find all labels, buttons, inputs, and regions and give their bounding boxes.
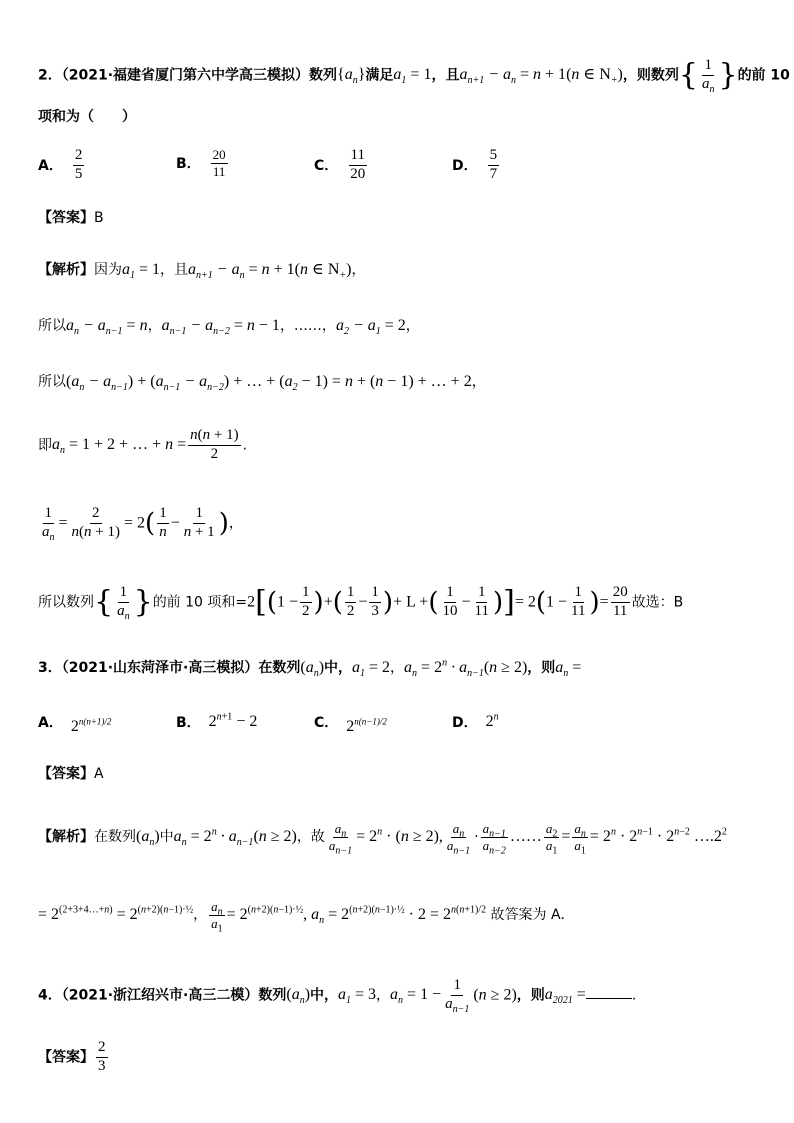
q3-number: 3．	[38, 660, 62, 676]
q4-source: （2021·浙江绍兴市·高三二模）	[61, 987, 259, 1004]
formula: $a_{2021}$ =	[544, 986, 586, 1007]
q3-answer: 【答案】A	[38, 766, 104, 782]
fraction: $\frac{a_n}{a_{n-1}}$	[328, 821, 353, 857]
fraction: $\frac{1}{a_n}$	[42, 505, 55, 543]
formula: $(a_n - a_{n-1}) + (a_{n-1} - a_{n-2})$ + … + $(a_2 - 1) = n + (n - 1)$ + … + 2	[66, 373, 472, 394]
q4-number: 4．	[38, 987, 62, 1004]
q2-option-a: A． $\frac{2}{5}$	[38, 147, 83, 182]
formula: $a_n = 1$ −	[390, 986, 442, 1007]
q3-source: （2021·山东菏泽市·高三模拟）	[61, 660, 259, 676]
formula: $a_{n-1} - a_{n-2} = n - 1$	[161, 317, 280, 338]
q3-option-a: A． $2^{n(n+1)/2}$	[38, 715, 112, 735]
q2-solution-line3: 所以$(a_n - a_{n-1}) + (a_{n-1} - a_{n-2})$ + … + $(a_2 - 1) = n + (n - 1)$ + … + 2，	[38, 373, 486, 394]
q3-option-b: B． $2^{n+1} - 2$	[176, 711, 258, 731]
fraction: $\frac{1}{n + 1}$	[183, 505, 215, 540]
q2-source: （2021·福建省厦门第六中学高三模拟）	[61, 67, 310, 84]
fraction: $\frac{1}{2}$	[346, 584, 355, 619]
formula: $a_n = 1 + 2$ + … + n =	[52, 436, 187, 457]
fraction: $\frac{1}{2}$	[302, 584, 310, 619]
q2-option-c: C． $\frac{11}{20}$	[314, 147, 366, 182]
fraction: $\frac{n(n + 1)}{2}$	[190, 427, 239, 462]
fraction: $\frac{5}{7}$	[489, 147, 498, 182]
formula: $a_n - a_{n-1} = n$	[66, 317, 148, 338]
formula: $a_n = 2^n \cdot a_{n-1}(n \ge 2)$	[173, 826, 297, 849]
fraction: $\frac{a_n}{a_{n-1}}$	[446, 821, 471, 857]
formula: (n ≥ 2)	[473, 986, 517, 1004]
fraction: $\frac{a_n}{a_1}$	[574, 821, 586, 857]
formula: $a_1 = 2$	[352, 659, 391, 680]
q2-solution-line2: 所以$a_n - a_{n-1} = n$，$a_{n-1} - a_{n-2} = n - 1$，……，$a_2 - a_1 = 2$，	[38, 317, 420, 338]
formula: $a_{n+1} - a_n = n + 1(n$ ∈ $N_+$)	[188, 261, 352, 282]
fraction: $\frac{11}{20}$	[350, 147, 366, 182]
q2-option-b: B． $\frac{20}{11}$	[176, 147, 226, 179]
fraction: $\frac{20}{11}$	[212, 147, 226, 179]
formula: $a_n = 2^n \cdot a_{n-1}(n \ge 2)$	[404, 657, 528, 680]
formula: $a_n$ =	[555, 659, 582, 680]
q2-stem-line2: 项和为（ ）	[38, 109, 136, 125]
q3-solution-line2: = $2^{(2+3+4\dots+n)} = 2^{(n+2)(n-1)\cdot\frac{1}{2}}$， $\frac{a_n}{a_1}$ = $2^{(n+2)(n-1)\cdot\frac{1}{2}}$, $a_n = 2^{(n+2)(n-1)\cdot\frac{1}{2}} \cdot 2 = 2^{n(n+1)/2}$ 故答案为 A．	[38, 899, 575, 935]
q2-solution-line5: $\frac{1}{a_n}$ = $\frac{2}{n(n + 1)}$ = 2( $\frac{1}{n}$ − $\frac{1}{n + 1}$ )，	[42, 505, 243, 543]
fraction: $\frac{2}{3}$	[98, 1039, 106, 1074]
fraction: $\frac{1}{a_n}$	[117, 584, 130, 622]
q2-solution-line4: 即$a_n = 1 + 2$ + … + n = $\frac{n(n + 1)}{2}$ .	[38, 427, 248, 462]
formula: $a_1 = 1$	[122, 261, 161, 282]
fraction: $\frac{1}{a_n}$	[701, 57, 715, 95]
fraction: $\frac{1}{a_{n-1}}$	[445, 977, 470, 1015]
q2-option-d: D． $\frac{5}{7}$	[452, 147, 498, 182]
formula: $a_1 = 3$	[338, 986, 377, 1007]
formula: $\{a_n\}$	[337, 66, 366, 87]
q3-option-c: C． $2^{n(n-1)/2}$	[314, 715, 387, 735]
fraction: $\frac{a_2}{a_1}$	[545, 821, 558, 857]
q2-answer: 【答案】B	[38, 210, 104, 226]
formula: $(a_n)$	[286, 986, 311, 1007]
q2-solution-line6: 所以数列{ $\frac{1}{a_n}$ }的前 10 项和=2[(1 − $\frac{1}{2}$ )+( $\frac{1}{2}$ − $\frac{1}{3}$ )+ L +( $\frac{1}{10}$ − $\frac{1}{11}$ )]= 2(1 − $\frac{1}{11}$ )= $\frac{20}{11}$ 故选：B	[38, 584, 684, 622]
q2-stem-line1: 2．（2021·福建省厦门第六中学高三模拟）数列$\{a_n\}$满足$a_1 = 1$，且$a_{n+1} - a_n = n + 1(n$ ∈ $N_+$)，则数列{ $\frac{1}{a_n}$ }的前 10	[38, 57, 790, 95]
q3-stem: 3．（2021·山东菏泽市·高三模拟）在数列$(a_n)$中，$a_1 = 2$，$a_n = 2^n \cdot a_{n-1}(n \ge 2)$，则$a_n$ =	[38, 657, 582, 680]
formula: $a_2 - a_1 = 2$	[335, 317, 406, 338]
formula: $a_1 = 1$	[393, 66, 432, 87]
fraction: $\frac{2}{5}$	[74, 147, 83, 182]
q4-stem: 4．（2021·浙江绍兴市·高三二模）数列$(a_n)$中，$a_1 = 3$，$a_n = 1$ − $\frac{1}{a_{n-1}}$ (n ≥ 2)，则$a_{2021}$ = .	[38, 977, 637, 1015]
q4-answer: 【答案】 $\frac{2}{3}$	[38, 1039, 106, 1074]
fraction: $\frac{1}{3}$	[371, 584, 379, 619]
fraction: $\frac{1}{11}$	[474, 584, 489, 619]
fraction: $\frac{1}{n}$	[159, 505, 167, 540]
q3-solution-line1: 【解析】在数列$(a_n)$中$a_n = 2^n \cdot a_{n-1}(n \ge 2)$，故 $\frac{a_n}{a_{n-1}}$ = $2^n \cdot (n \ge 2)$, $\frac{a_n}{a_{n-1}}$ · $\frac{a_{n-1}}{a_{n-2}}$ …… $\frac{a_2}{a_1}$ = $\frac{a_n}{a_1}$ = $2^n \cdot 2^{n-1} \cdot 2^{n-2}$ $\dots.2^2$	[38, 821, 727, 857]
fraction: $\frac{1}{10}$	[442, 584, 458, 619]
q3-option-d: D． 2$^n$	[452, 711, 499, 731]
answer-blank[interactable]	[586, 998, 632, 999]
formula: $(a_n)$	[136, 828, 160, 849]
formula: $(a_n)$	[300, 659, 325, 680]
fraction: $\frac{1}{11}$	[571, 584, 586, 619]
q2-solution-line1: 【解析】因为$a_1 = 1$，且$a_{n+1} - a_n = n + 1(n$ ∈ $N_+$)，	[38, 261, 366, 282]
fraction: $\frac{a_n}{a_1}$	[211, 899, 223, 935]
formula: $a_{n+1} - a_n = n + 1(n$ ∈ $N_+$)	[459, 66, 623, 87]
q2-number: 2．	[38, 67, 62, 84]
fraction: $\frac{a_{n-1}}{a_{n-2}}$	[482, 821, 506, 857]
fraction: $\frac{2}{n(n + 1)}$	[71, 505, 120, 540]
fraction: $\frac{20}{11}$	[612, 584, 628, 619]
